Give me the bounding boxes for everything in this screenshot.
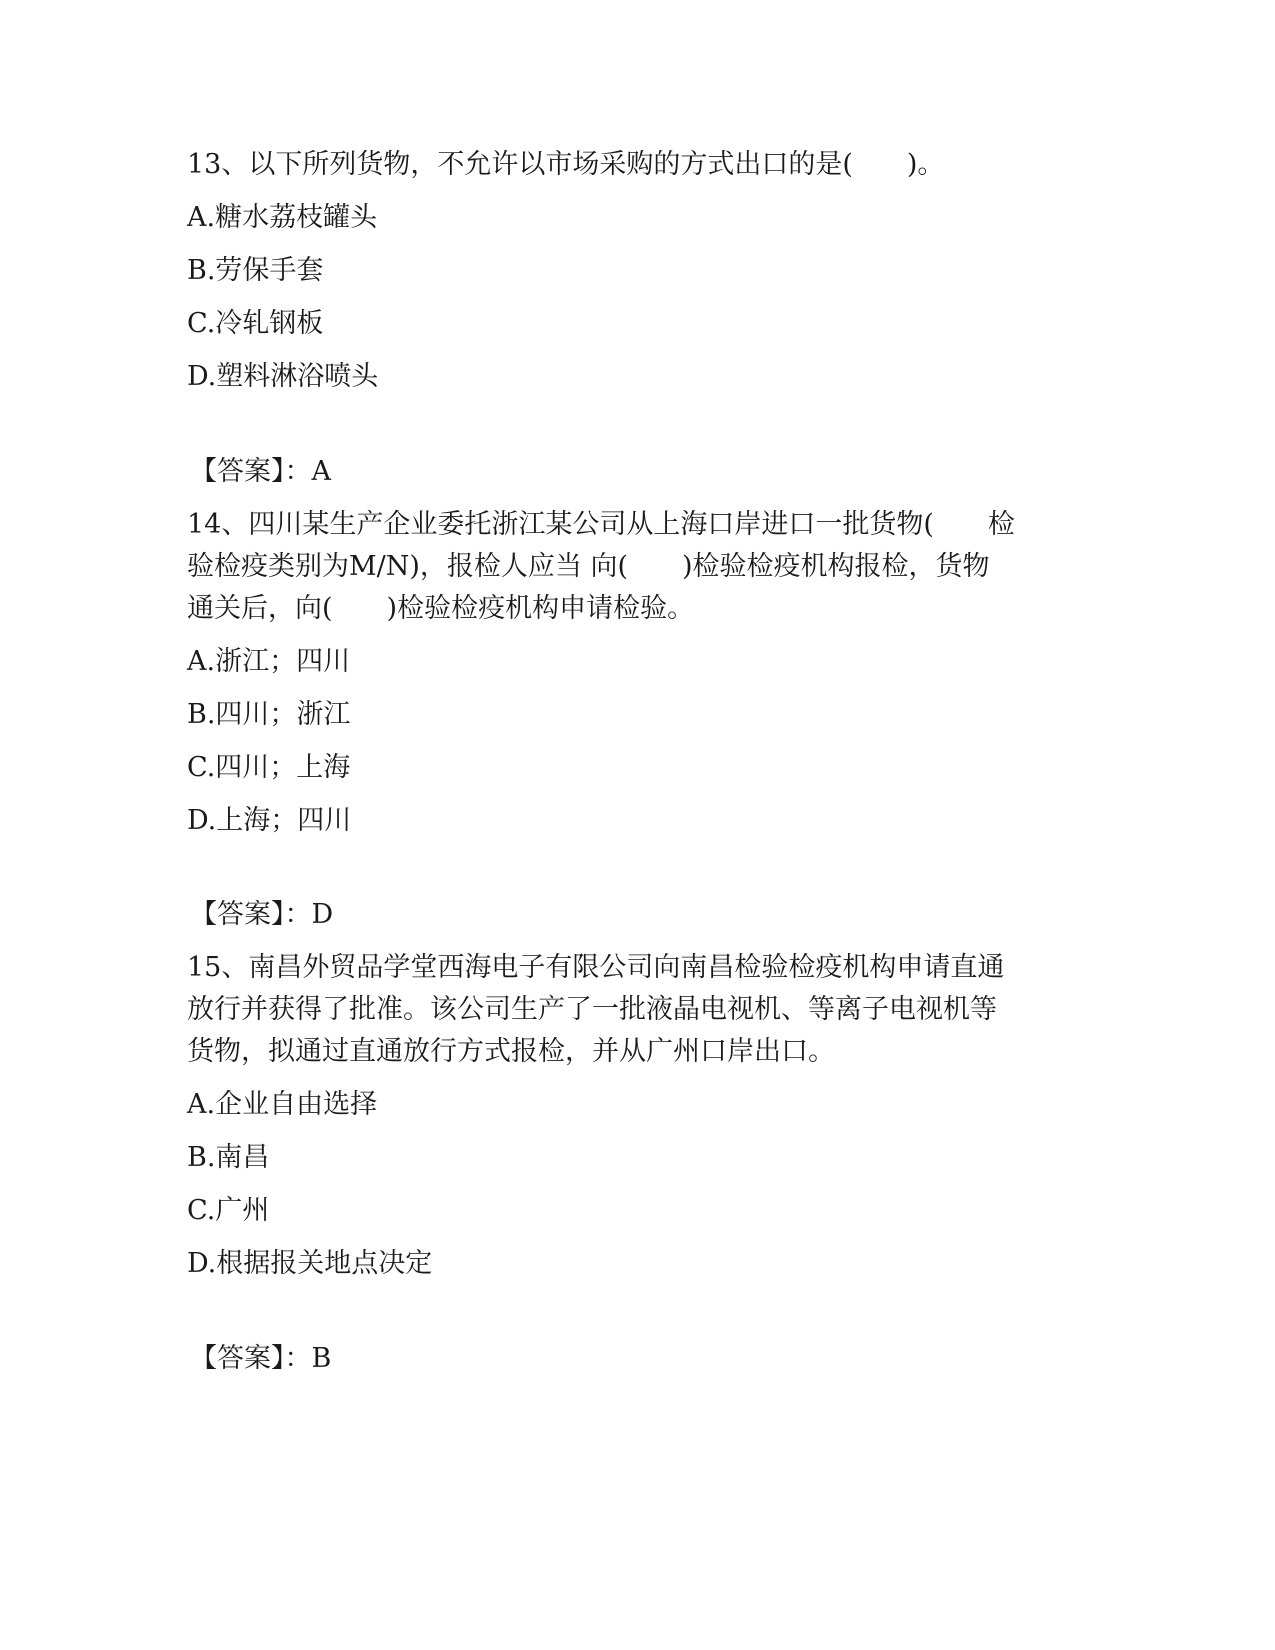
question-stem: 14、四川某生产企业委托浙江某公司从上海口岸进口一批货物( 检 <box>187 509 1015 540</box>
option-b: B.劳保手套 <box>187 255 324 286</box>
question-stem: 通关后，向( )检验检疫机构申请检验。 <box>187 593 695 624</box>
option-d: D.根据报关地点决定 <box>187 1248 433 1279</box>
option-c: C.冷轧钢板 <box>187 308 324 339</box>
option-a: A.企业自由选择 <box>187 1089 378 1120</box>
option-c: C.广州 <box>187 1195 270 1226</box>
option-c: C.四川；上海 <box>187 752 351 783</box>
question-stem: 放行并获得了批准。该公司生产了一批液晶电视机、等离子电视机等 <box>187 994 997 1025</box>
option-d: D.塑料淋浴喷头 <box>187 361 379 392</box>
answer-label: 【答案】：A <box>190 456 331 487</box>
option-a: A.糖水荔枝罐头 <box>187 202 378 233</box>
question-stem: 13、以下所列货物，不允许以市场采购的方式出口的是( )。 <box>187 149 945 180</box>
option-b: B.四川；浙江 <box>187 699 351 730</box>
option-b: B.南昌 <box>187 1142 270 1173</box>
question-stem: 货物，拟通过直通放行方式报检，并从广州口岸出口。 <box>187 1036 835 1067</box>
option-a: A.浙江；四川 <box>187 646 351 677</box>
answer-label: 【答案】：B <box>190 1343 332 1374</box>
answer-label: 【答案】：D <box>190 899 334 930</box>
option-d: D.上海；四川 <box>187 805 352 836</box>
question-stem: 15、南昌外贸品学堂西海电子有限公司向南昌检验检疫机构申请直通 <box>187 952 1005 983</box>
question-stem: 验检疫类别为M/N)，报检人应当 向( )检验检疫机构报检，货物 <box>187 551 990 582</box>
